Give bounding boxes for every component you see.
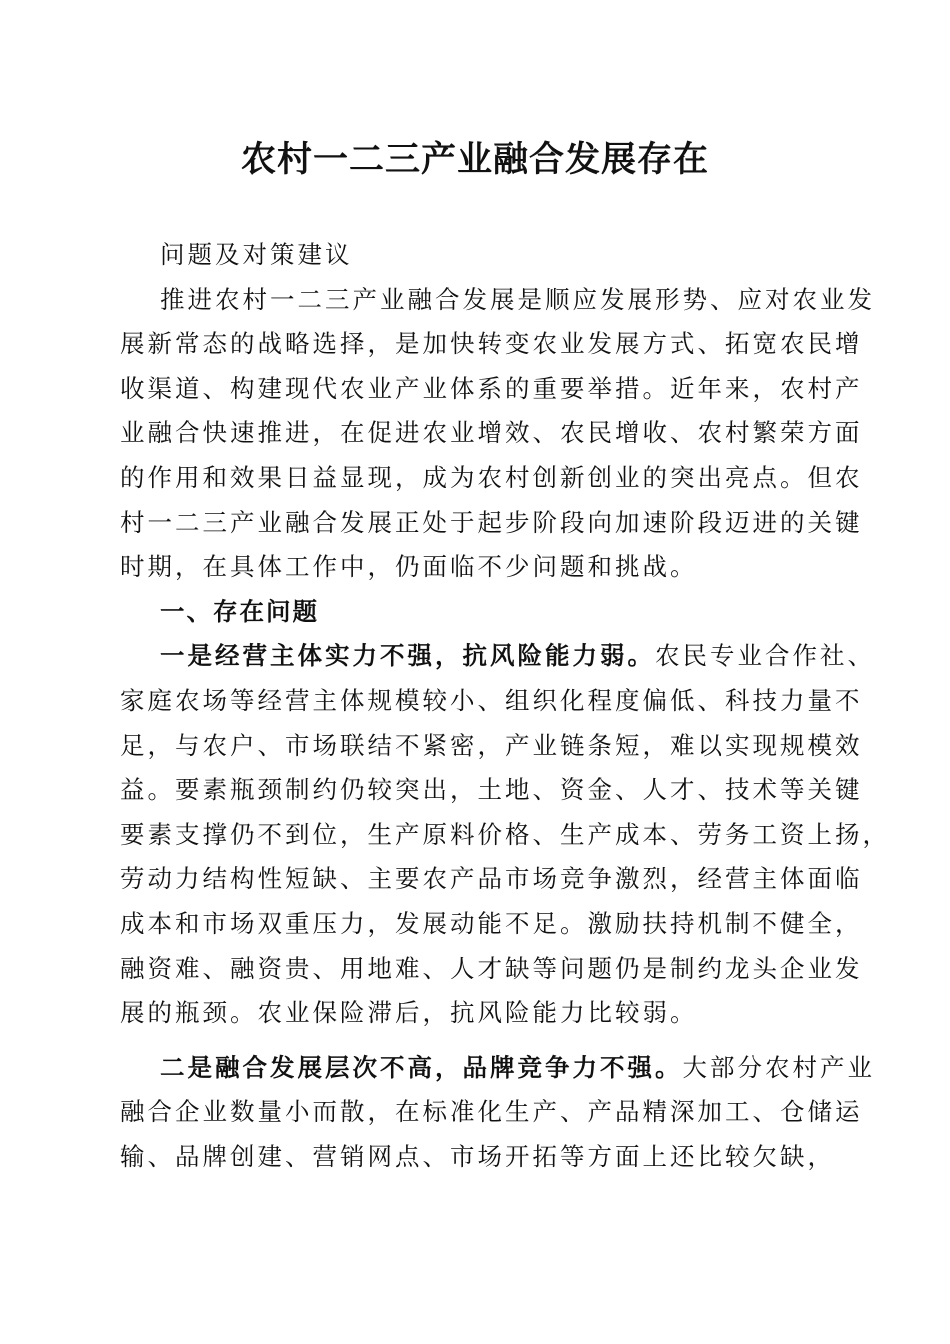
intro-paragraph xyxy=(120,278,875,590)
intro-line: 展新常态的战略选择，是加快转变农业发展方式、拓宽农民增 xyxy=(120,329,863,359)
intro-line: 收渠道、构建现代农业产业体系的重要举措。近年来，农村产 xyxy=(120,373,863,403)
document-subtitle: 问题及对策建议 xyxy=(160,240,353,269)
intro-line: 时期，在具体工作中，仍面临不少问题和挑战。 xyxy=(120,552,698,582)
intro-line: 村一二三产业融合发展正处于起步阶段向加速阶段迈进的关键 xyxy=(120,507,863,537)
point-one-line: 益。要素瓶颈制约仍较突出，土地、资金、人才、技术等关键 xyxy=(120,775,863,805)
point-one-first-line xyxy=(120,634,875,679)
document-body xyxy=(120,233,890,1179)
point-one-line: 成本和市场双重压力，发展动能不足。激励扶持机制不健全， xyxy=(120,908,863,938)
point-two-paragraph xyxy=(120,1046,875,1180)
point-one-line: 家庭农场等经营主体规模较小、组织化程度偏低、科技力量不 xyxy=(120,685,863,715)
point-one-first-line-rest: 农民专业合作社、 xyxy=(655,641,875,671)
document-title: 农村一二三产业融合发展存在 xyxy=(240,139,709,180)
point-two-line: 输、品牌创建、营销网点、市场开拓等方面上还比较欠缺， xyxy=(120,1141,835,1171)
section-heading: 一、存在问题 xyxy=(160,596,319,626)
intro-line: 推进农村一二三产业融合发展是顺应发展形势、应对农业发 xyxy=(160,284,875,314)
point-two-lead: 二是融合发展层次不高，品牌竞争力不强。 xyxy=(160,1052,683,1082)
intro-line: 业融合快速推进，在促进农业增效、农民增收、农村繁荣方面 xyxy=(120,418,863,448)
point-one-paragraph xyxy=(120,634,890,1035)
point-two-first-line-rest: 大部分农村产业 xyxy=(682,1052,875,1082)
point-one-line: 要素支撑仍不到位，生产原料价格、生产成本、劳务工资上扬， xyxy=(120,819,890,849)
point-two-line: 融合企业数量小而散，在标准化生产、产品精深加工、仓储运 xyxy=(120,1097,863,1127)
paragraph-gap xyxy=(120,1036,830,1046)
intro-line: 的作用和效果日益显现，成为农村创新创业的突出亮点。但农 xyxy=(120,462,863,492)
point-one-line: 展的瓶颈。农业保险滞后，抗风险能力比较弱。 xyxy=(120,998,698,1028)
point-one-line: 劳动力结构性短缺、主要农产品市场竞争激烈，经营主体面临 xyxy=(120,864,863,894)
point-one-line: 融资难、融资贵、用地难、人才缺等问题仍是制约龙头企业发 xyxy=(120,953,863,983)
point-one-lead: 一是经营主体实力不强，抗风险能力弱。 xyxy=(160,641,655,671)
point-two-first-line xyxy=(120,1046,875,1091)
point-one-line: 足，与农户、市场联结不紧密，产业链条短，难以实现规模效 xyxy=(120,730,863,760)
